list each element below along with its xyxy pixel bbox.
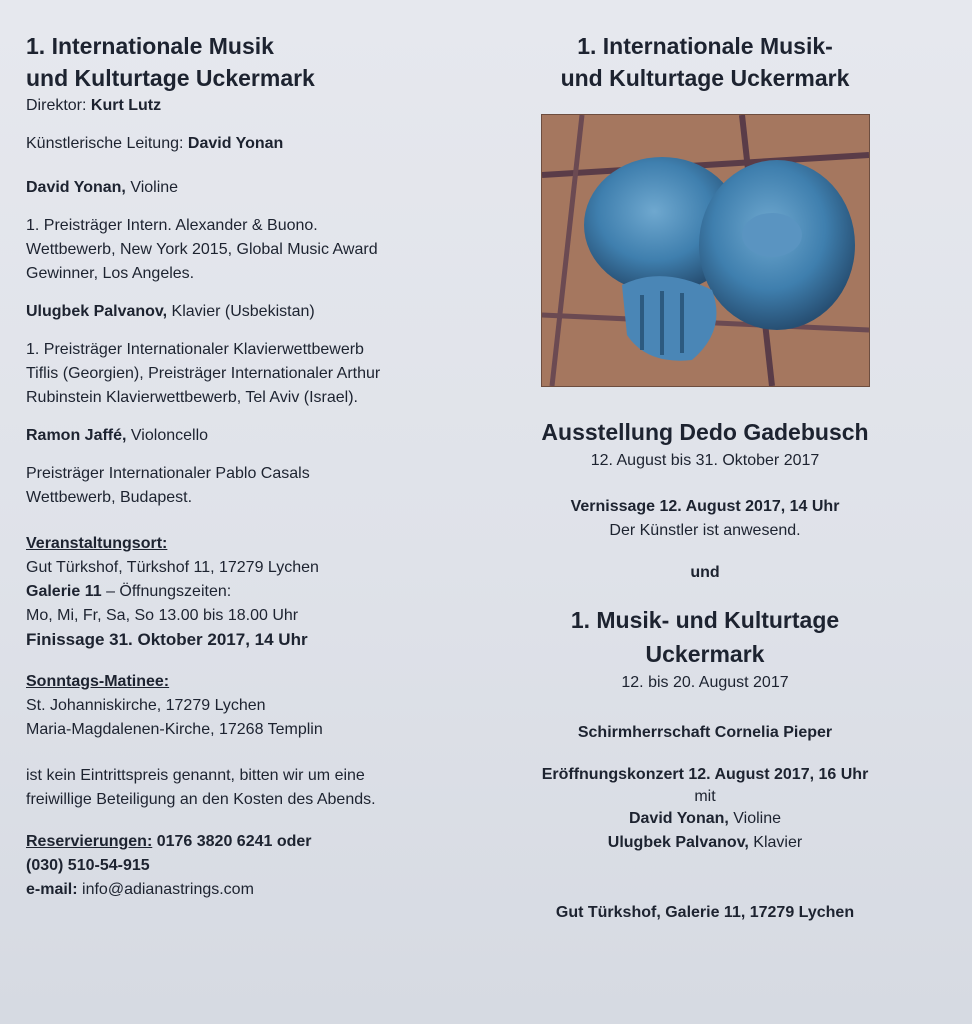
director (26, 94, 466, 118)
event-location: Gut Türkshof, Galerie 11, 17279 Lychen (555, 904, 855, 921)
artist1-name: David Yonan, (26, 179, 126, 196)
artistic-label: Künstlerische Leitung: (26, 135, 184, 152)
performer2-instrument: Klavier (748, 834, 803, 851)
email-label: e-mail: (26, 881, 78, 898)
with-text: mit (694, 788, 716, 805)
reservations (26, 830, 466, 854)
right-title-line1: 1. Internationale Musik- (577, 33, 833, 59)
artist3-bio-line: Preisträger Internationaler Pablo Casals (26, 465, 310, 482)
entry-note-line: freiwillige Beteiligung an den Kosten des Abends. (26, 791, 376, 808)
vernissage: Vernissage 12. August 2017, 14 Uhr (570, 498, 840, 515)
artist2-bio-line: Tiflis (Georgien), Preisträger Internationaler Arthur (26, 365, 381, 382)
patronage: Schirmherrschaft Cornelia Pieper (577, 724, 833, 741)
sculpture-image (542, 115, 869, 386)
left-title-line1: 1. Internationale Musik (26, 33, 274, 59)
festival-title-line1: 1. Musik- und Kulturtage (570, 607, 840, 633)
artist3-heading (26, 424, 466, 448)
finissage: Finissage 31. Oktober 2017, 14 Uhr (26, 630, 308, 649)
artist-present: Der Künstler ist anwesend. (609, 522, 801, 539)
artistic-name: David Yonan (187, 135, 284, 152)
artist2-name: Ulugbek Palvanov, (26, 303, 168, 320)
artist1-bio-line: Gewinner, Los Angeles. (26, 265, 195, 282)
gallery-hours-heading (26, 580, 466, 604)
reservation-phone2: (030) 510-54-915 (26, 857, 150, 874)
email-line (26, 878, 466, 902)
performer2-name: Ulugbek Palvanov, (607, 834, 749, 851)
reservation-phone1: 0176 3820 6241 oder (152, 833, 312, 850)
email-value[interactable]: info@adianastrings.com (77, 881, 254, 898)
matinee-location: Maria-Magdalenen-Kirche, 17268 Templin (26, 721, 323, 738)
matinee-heading: Sonntags-Matinee: (26, 673, 170, 690)
right-title-line2: und Kulturtage Uckermark (560, 65, 850, 91)
performer1-name: David Yonan, (628, 810, 729, 827)
artist3-instrument: Violoncello (130, 427, 209, 444)
left-title-line2: und Kulturtage Uckermark (26, 65, 315, 91)
exhibition-dates: 12. August bis 31. Oktober 2017 (590, 452, 820, 469)
artist2-heading (26, 300, 466, 324)
artist1-instrument: Violine (130, 179, 179, 196)
artist2-bio-line: 1. Preisträger Internationaler Klavierwettbewerb (26, 341, 364, 358)
artist1-heading (26, 176, 466, 200)
entry-note-line: ist kein Eintrittspreis genannt, bitten wir um eine (26, 767, 365, 784)
venue-heading: Veranstaltungsort: (26, 535, 168, 552)
exhibition-title: Ausstellung Dedo Gadebusch (541, 419, 869, 445)
artist2-instrument: Klavier (Usbekistan) (171, 303, 315, 320)
artist2-bio-line: Rubinstein Klavierwettbewerb, Tel Aviv (Israel). (26, 389, 358, 406)
director-name: Kurt Lutz (90, 97, 162, 114)
artist1-bio-line: Wettbewerb, New York 2015, Global Music Award (26, 241, 378, 258)
artist1-bio-line: 1. Preisträger Intern. Alexander & Buono. (26, 217, 318, 234)
opening-concert: Eröffnungskonzert 12. August 2017, 16 Uhr (541, 766, 869, 783)
venue-address: Gut Türkshof, Türkshof 11, 17279 Lychen (26, 559, 319, 576)
performer1 (480, 807, 930, 831)
artistic-direction (26, 132, 466, 156)
sculpture-photo (541, 114, 870, 387)
reservation-heading: Reservierungen: (26, 833, 153, 850)
director-label: Direktor: (26, 97, 87, 114)
gallery-name: Galerie 11 (26, 583, 102, 600)
festival-dates: 12. bis 20. August 2017 (621, 674, 789, 691)
left-column (26, 30, 466, 902)
artist3-name: Ramon Jaffé, (26, 427, 127, 444)
matinee-location: St. Johanniskirche, 17279 Lychen (26, 697, 266, 714)
gallery-hours-label: – Öffnungszeiten: (101, 583, 232, 600)
gallery-hours: Mo, Mi, Fr, Sa, So 13.00 bis 18.00 Uhr (26, 607, 299, 624)
right-column (480, 30, 930, 925)
artist3-bio-line: Wettbewerb, Budapest. (26, 489, 193, 506)
festival-title-line2: Uckermark (645, 641, 765, 667)
performer2 (480, 831, 930, 855)
performer1-instrument: Violine (728, 810, 782, 827)
and-text: und (690, 564, 720, 581)
